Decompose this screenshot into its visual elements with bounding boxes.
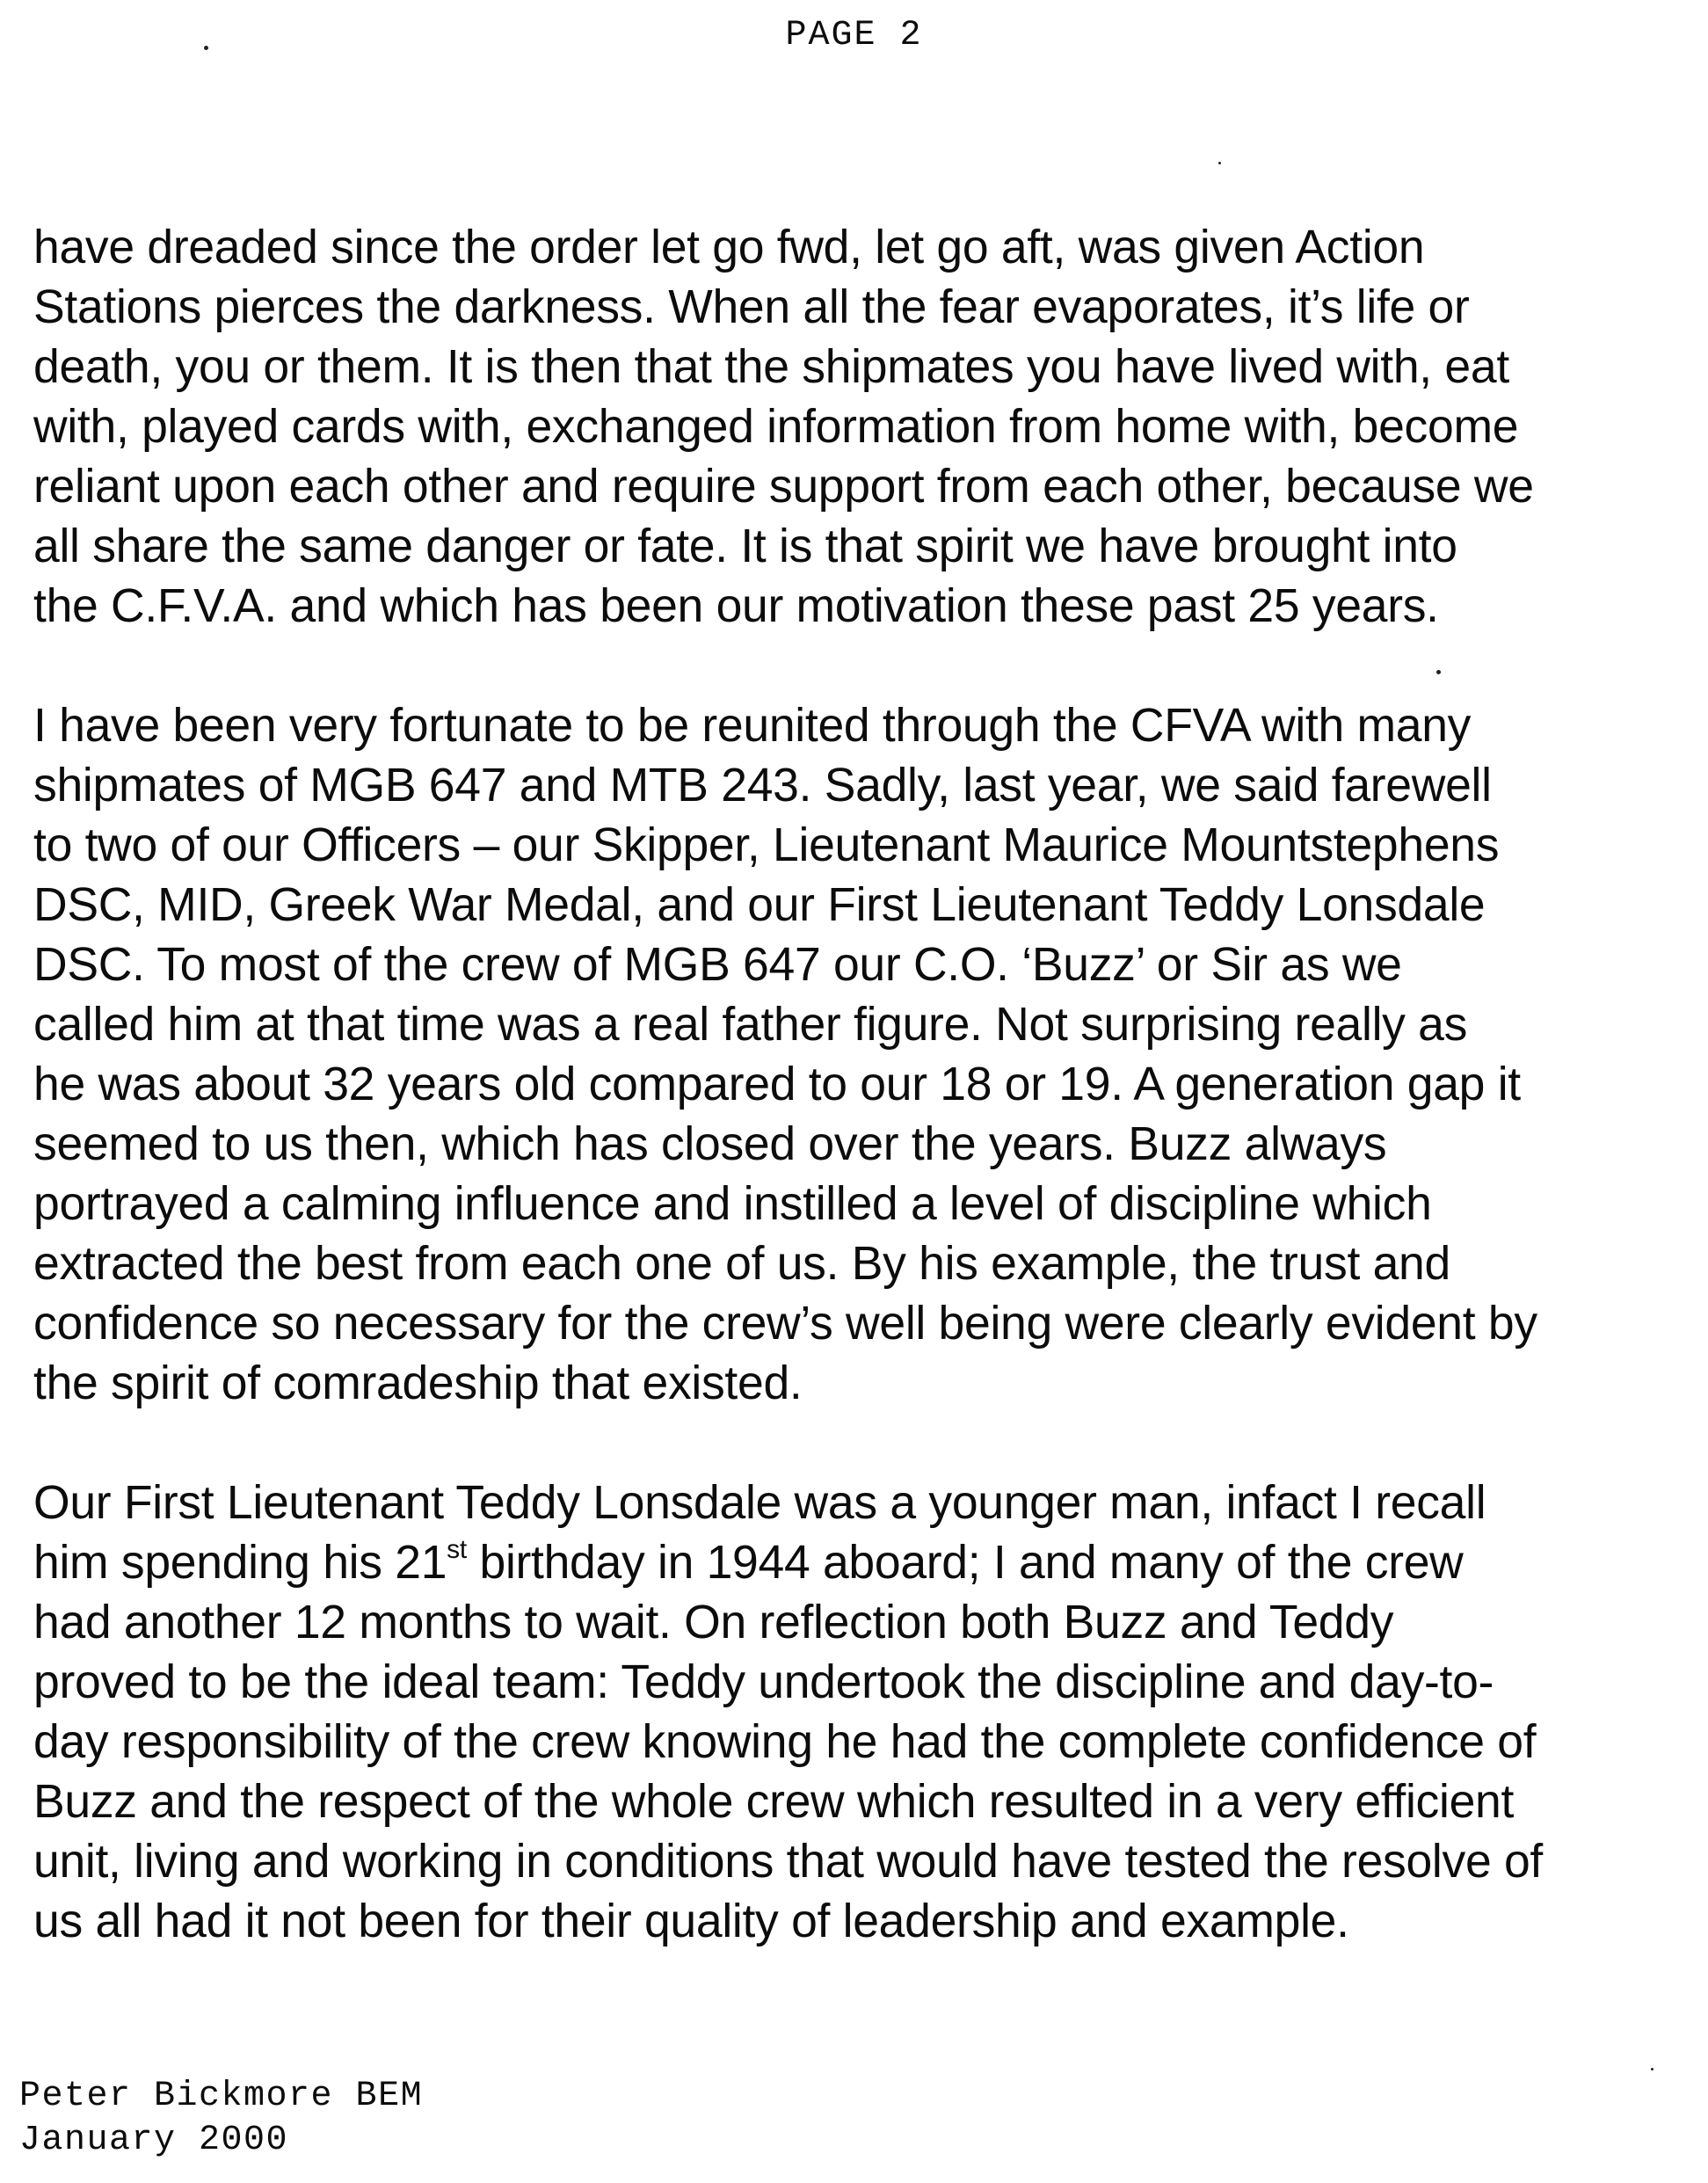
text-line: the C.F.V.A. and which has been our motivation these past 25 years. bbox=[33, 580, 1439, 632]
text-line: DSC. To most of the crew of MGB 647 our C.O. ‘Buzz’ or Sir as we bbox=[33, 939, 1402, 991]
text-line: the spirit of comradeship that existed. bbox=[33, 1357, 803, 1409]
text-line: extracted the best from each one of us. By his example, the trust and bbox=[33, 1238, 1450, 1290]
scan-speck bbox=[204, 46, 208, 50]
signature-date: January 2000 bbox=[19, 2121, 289, 2160]
text-line: Buzz and the respect of the whole crew which resulted in a very efficient bbox=[33, 1776, 1515, 1828]
scan-speck bbox=[1651, 2068, 1653, 2070]
text-line: death, you or them. It is then that the shipmates you have lived with, eat bbox=[33, 341, 1509, 393]
text-line: have dreaded since the order let go fwd, let go aft, was given Action bbox=[33, 222, 1425, 273]
text-line-with-superscript bbox=[33, 1533, 1686, 1593]
text-line: had another 12 months to wait. On reflection both Buzz and Teddy bbox=[33, 1597, 1394, 1648]
text-line: unit, living and working in conditions that would have tested the resolve of bbox=[33, 1836, 1543, 1888]
text-line: confidence so necessary for the crew’s well being were clearly evident by bbox=[33, 1298, 1537, 1350]
text-line: DSC, MID, Greek War Medal, and our First Lieutenant Teddy Lonsdale bbox=[33, 879, 1486, 931]
paragraph-3 bbox=[33, 1474, 1686, 1952]
ordinal-superscript: st bbox=[447, 1535, 467, 1565]
text-segment: him spending his 21 bbox=[33, 1537, 447, 1589]
text-line: reliant upon each other and require support from each other, because we bbox=[33, 461, 1534, 513]
author-name: Peter Bickmore BEM bbox=[19, 2077, 424, 2116]
page-number-header: PAGE 2 bbox=[785, 16, 923, 55]
text-line: Stations pierces the darkness. When all the fear evaporates, it’s life or bbox=[33, 281, 1470, 333]
text-line: Our First Lieutenant Teddy Lonsdale was a younger man, infact I recall bbox=[33, 1477, 1486, 1529]
signature-block bbox=[19, 2075, 423, 2163]
text-line: day responsibility of the crew knowing he had the complete confidence of bbox=[33, 1716, 1537, 1768]
letter-body bbox=[33, 218, 1686, 1952]
text-line: to two of our Officers – our Skipper, Lieutenant Maurice Mountstephens bbox=[33, 819, 1500, 871]
paragraph-1 bbox=[33, 218, 1686, 637]
text-line: proved to be the ideal team: Teddy undertook the discipline and day-to- bbox=[33, 1656, 1494, 1708]
text-line: all share the same danger or fate. It is that spirit we have brought into bbox=[33, 520, 1457, 572]
text-line: I have been very fortunate to be reunited through the CFVA with many bbox=[33, 700, 1472, 752]
text-segment: birthday in 1944 aboard; I and many of the crew bbox=[466, 1537, 1464, 1589]
text-line: with, played cards with, exchanged information from home with, become bbox=[33, 401, 1519, 453]
scan-speck bbox=[1436, 670, 1441, 674]
text-line: us all had it not been for their quality of leadership and example. bbox=[33, 1896, 1349, 1947]
paragraph-2 bbox=[33, 696, 1686, 1414]
text-line: portrayed a calming influence and instilled a level of discipline which bbox=[33, 1178, 1432, 1230]
text-line: shipmates of MGB 647 and MTB 243. Sadly, last year, we said farewell bbox=[33, 760, 1492, 811]
text-line: called him at that time was a real father figure. Not surprising really as bbox=[33, 999, 1468, 1051]
scan-speck bbox=[1218, 162, 1221, 164]
text-line: seemed to us then, which has closed over the years. Buzz always bbox=[33, 1118, 1387, 1170]
text-line: he was about 32 years old compared to our 18 or 19. A generation gap it bbox=[33, 1059, 1521, 1110]
